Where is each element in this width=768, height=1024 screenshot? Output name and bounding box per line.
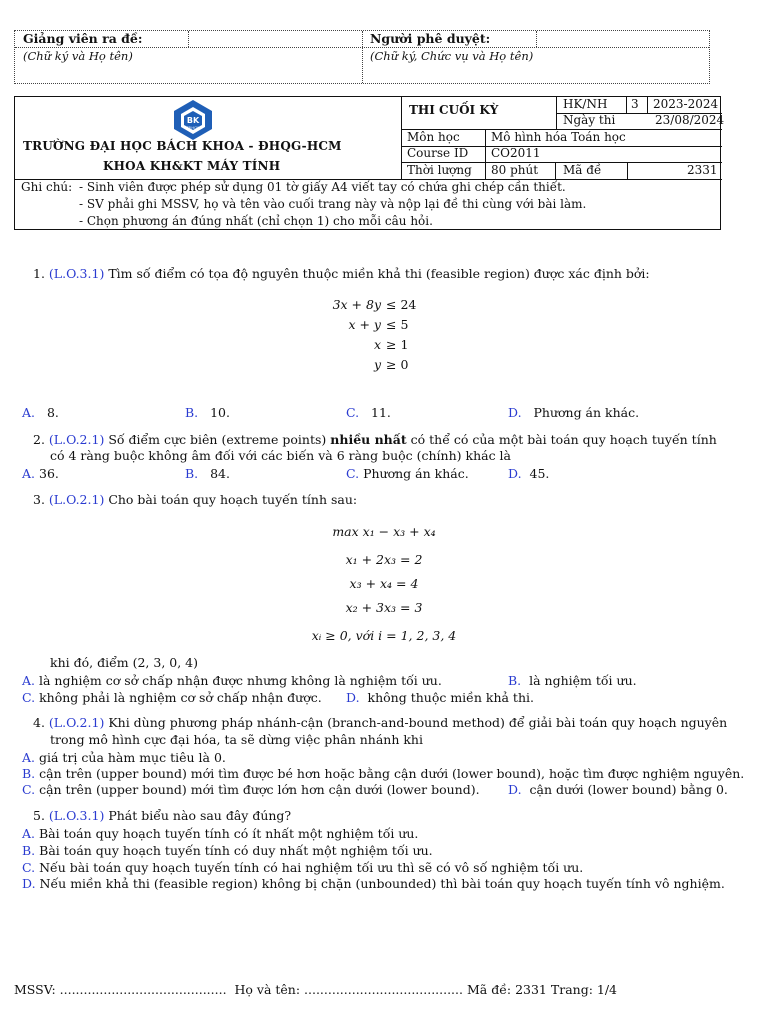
- constraint-lhs: y: [373, 357, 381, 372]
- option-text: Phương án khác.: [363, 466, 469, 481]
- option-text: là nghiệm cơ sở chấp nhận được nhưng không là nghiệm tối ưu.: [39, 673, 442, 688]
- question-number: 5.: [33, 808, 45, 823]
- note-item: - Chọn phương án đúng nhất (chỉ chọn 1) cho mỗi câu hỏi.: [79, 214, 433, 228]
- option-text: cận trên (upper bound) mới tìm được lớn hơn cận dưới (lower bound).: [39, 782, 480, 797]
- year-value: 2023-2024: [653, 97, 719, 111]
- option-letter: B.: [185, 405, 199, 420]
- option-letter: C.: [22, 782, 36, 797]
- date-label: Ngày thi: [563, 113, 616, 127]
- option-text: là nghiệm tối ưu.: [529, 673, 637, 688]
- option-b[interactable]: [508, 673, 637, 688]
- option-letter: D.: [346, 690, 360, 705]
- option-c[interactable]: [22, 860, 583, 875]
- option-letter: B.: [22, 766, 36, 781]
- question-text-continued: có 4 ràng buộc không âm đối với các biến và 6 ràng buộc (chính) khác là: [50, 448, 512, 463]
- question-text: Cho bài toán quy hoạch tuyến tính sau:: [108, 492, 358, 507]
- option-text: 36.: [39, 466, 59, 481]
- option-c[interactable]: [346, 405, 391, 420]
- grid-line: [626, 97, 627, 114]
- learning-outcome: (L.O.3.1): [48, 808, 105, 823]
- term-label: HK/NH: [563, 97, 608, 111]
- objective-function: max x₁ − x₃ + x₄: [332, 524, 436, 539]
- learning-outcome: (L.O.2.1): [48, 492, 105, 507]
- exam-code: Mã đề: 2331: [466, 982, 547, 997]
- question-4: [33, 715, 727, 730]
- approver-label: Người phê duyệt:: [370, 31, 491, 46]
- option-text: 11.: [371, 405, 391, 420]
- option-letter: A.: [22, 826, 36, 841]
- course-value: CO2011: [491, 146, 541, 160]
- learning-outcome: (L.O.3.1): [48, 266, 105, 281]
- option-letter: A.: [22, 405, 36, 420]
- question-5: [33, 808, 291, 823]
- option-a[interactable]: [22, 826, 418, 841]
- option-c[interactable]: [22, 690, 322, 705]
- date-value: 23/08/2024: [655, 113, 725, 127]
- option-text: Nếu bài toán quy hoạch tuyến tính có hai nghiệm tối ưu thì sẽ có vô số nghiệm tối ưu.: [39, 860, 584, 875]
- option-b[interactable]: [22, 843, 433, 858]
- option-text: 10.: [210, 405, 230, 420]
- exam-header: [14, 96, 725, 230]
- question-number: 3.: [33, 492, 45, 507]
- option-text: Nếu miền khả thi (feasible region) không bị chặn (unbounded) thì bài toán quy hoạch tuyến tính vô nghiệm.: [39, 876, 725, 891]
- question-text: Số điểm cực biên (extreme points): [108, 432, 327, 447]
- option-a[interactable]: [22, 466, 59, 481]
- option-d[interactable]: [508, 782, 728, 797]
- code-label: Mã đề: [563, 163, 602, 177]
- option-letter: A.: [22, 750, 36, 765]
- option-letter: B.: [508, 673, 522, 688]
- page-number: Trang: 1/4: [550, 982, 617, 997]
- signature-cell-divider: [536, 31, 537, 47]
- grid-line: [555, 162, 556, 179]
- question-1: [33, 266, 650, 281]
- option-text: Bài toán quy hoạch tuyến tính có duy nhất một nghiệm tối ưu.: [39, 843, 433, 858]
- question-text: Phát biểu nào sau đây đúng?: [108, 808, 292, 823]
- signature-cell-divider: [188, 31, 189, 47]
- option-letter: C.: [22, 860, 36, 875]
- question-number: 1.: [33, 266, 45, 281]
- option-d[interactable]: [22, 876, 725, 891]
- term-value: 3: [631, 97, 639, 111]
- option-a[interactable]: [22, 673, 442, 688]
- nonnegativity-constraint: xᵢ ≥ 0, với i = 1, 2, 3, 4: [311, 628, 457, 643]
- option-letter: C.: [22, 690, 36, 705]
- option-letter: D.: [508, 405, 522, 420]
- option-letter: B.: [185, 466, 199, 481]
- option-text: không thuộc miền khả thi.: [367, 690, 534, 705]
- option-letter: A.: [22, 466, 36, 481]
- school-name: TRƯỜNG ĐẠI HỌC BÁCH KHOA - ĐHQG-HCM: [23, 139, 342, 153]
- note-item: - SV phải ghi MSSV, họ và tên vào cuối trang này và nộp lại đề thi cùng với bài làm.: [79, 197, 587, 211]
- lecturer-hint: (Chữ ký và Họ tên): [23, 49, 133, 63]
- option-text: 45.: [529, 466, 550, 481]
- question-number: 2.: [33, 432, 45, 447]
- signature-column-divider: [362, 31, 363, 83]
- option-text: Phương án khác.: [533, 405, 640, 420]
- grid-line: [485, 129, 486, 179]
- subject-value: Mô hình hóa Toán học: [491, 130, 626, 144]
- option-letter: C.: [346, 405, 360, 420]
- option-letter: B.: [22, 843, 36, 858]
- subject-label: Môn học: [407, 130, 460, 144]
- option-a[interactable]: [22, 405, 59, 420]
- duration-value: 80 phút: [491, 163, 539, 177]
- option-d[interactable]: [346, 690, 534, 705]
- option-text: không phải là nghiệm cơ sở chấp nhận được.: [39, 690, 322, 705]
- option-c[interactable]: [346, 466, 469, 481]
- grid-line: [401, 97, 402, 179]
- logo-subtext: TP.HCM: [186, 126, 200, 130]
- page-footer: [14, 982, 617, 997]
- constraint-lhs: x + y: [348, 317, 381, 332]
- signature-block: [14, 30, 710, 84]
- note-item: - Sinh viên được phép sử dụng 01 tờ giấy A4 viết tay có chứa ghi chép cần thiết.: [79, 180, 566, 194]
- option-b[interactable]: [185, 405, 230, 420]
- exam-title: THI CUỐI KỲ: [409, 103, 499, 117]
- duration-label: Thời lượng: [407, 163, 472, 177]
- constraint-lhs: x: [373, 337, 381, 352]
- constraint-rhs: ≤ 24: [386, 297, 417, 312]
- equation: x₁ + 2x₃ = 2: [345, 552, 423, 567]
- option-letter: D.: [22, 876, 36, 891]
- lecturer-label: Giảng viên ra đề:: [23, 31, 143, 46]
- grid-line: [627, 162, 628, 179]
- question-text: Khi dùng phương pháp nhánh-cận (branch-and-bound method) để giải bài toán quy hoạch nguyên: [108, 715, 728, 730]
- option-text: cận dưới (lower bound) bằng 0.: [529, 782, 728, 797]
- option-letter: D.: [508, 466, 522, 481]
- question-emphasis: nhiều nhất: [330, 432, 407, 447]
- question-text: Tìm số điểm có tọa độ nguyên thuộc miền khả thi (feasible region) được xác định bởi:: [108, 266, 650, 281]
- logo-text: BK: [186, 116, 200, 125]
- option-text: Bài toán quy hoạch tuyến tính có ít nhất một nghiệm tối ưu.: [39, 826, 419, 841]
- option-d[interactable]: [508, 466, 549, 481]
- learning-outcome: (L.O.2.1): [48, 432, 105, 447]
- grid-line: [647, 97, 648, 114]
- option-letter: A.: [22, 673, 36, 688]
- constraint-lhs: 3x + 8y: [332, 297, 381, 312]
- constraint-rhs: ≤ 5: [386, 317, 409, 332]
- option-letter: C.: [346, 466, 360, 481]
- question-text: có thể có của một bài toán quy hoạch tuyến tính: [410, 432, 717, 447]
- option-text: giá trị của hàm mục tiêu là 0.: [39, 750, 226, 765]
- option-text: 84.: [210, 466, 230, 481]
- learning-outcome: (L.O.2.1): [48, 715, 105, 730]
- option-a[interactable]: [22, 750, 226, 765]
- option-b[interactable]: [22, 766, 744, 781]
- equation: x₂ + 3x₃ = 3: [345, 600, 423, 615]
- faculty-name: KHOA KH&KT MÁY TÍNH: [103, 159, 281, 173]
- notes-label: Ghi chú:: [21, 180, 73, 194]
- code-value: 2331: [687, 163, 718, 177]
- constraint-rhs: ≥ 1: [386, 337, 409, 352]
- option-c[interactable]: [22, 782, 480, 797]
- university-logo: [171, 99, 215, 141]
- question-number: 4.: [33, 715, 45, 730]
- option-text: 8.: [46, 405, 59, 420]
- approver-hint: (Chữ ký, Chức vụ và Họ tên): [370, 49, 534, 63]
- question-3: [33, 492, 357, 507]
- option-b[interactable]: [185, 466, 230, 481]
- constraint-rhs: ≥ 0: [386, 357, 409, 372]
- option-letter: D.: [508, 782, 522, 797]
- question-text-continued: trong mô hình cực đại hóa, ta sẽ dừng việc phân nhánh khi: [50, 732, 423, 747]
- option-d[interactable]: [508, 405, 639, 420]
- student-id-field: MSSV: ..........................................: [14, 982, 227, 997]
- course-label: Course ID: [407, 146, 469, 160]
- option-text: cận trên (upper bound) mới tìm được bé hơn hoặc bằng cận dưới (lower bound), hoặc tìm được nghiệm nguyên.: [39, 766, 745, 781]
- equation: x₃ + x₄ = 4: [349, 576, 419, 591]
- question-text-continued: khi đó, điểm (2, 3, 0, 4): [50, 655, 198, 670]
- student-name-field: Họ và tên: ........................................: [234, 982, 463, 997]
- question-2: [33, 432, 717, 447]
